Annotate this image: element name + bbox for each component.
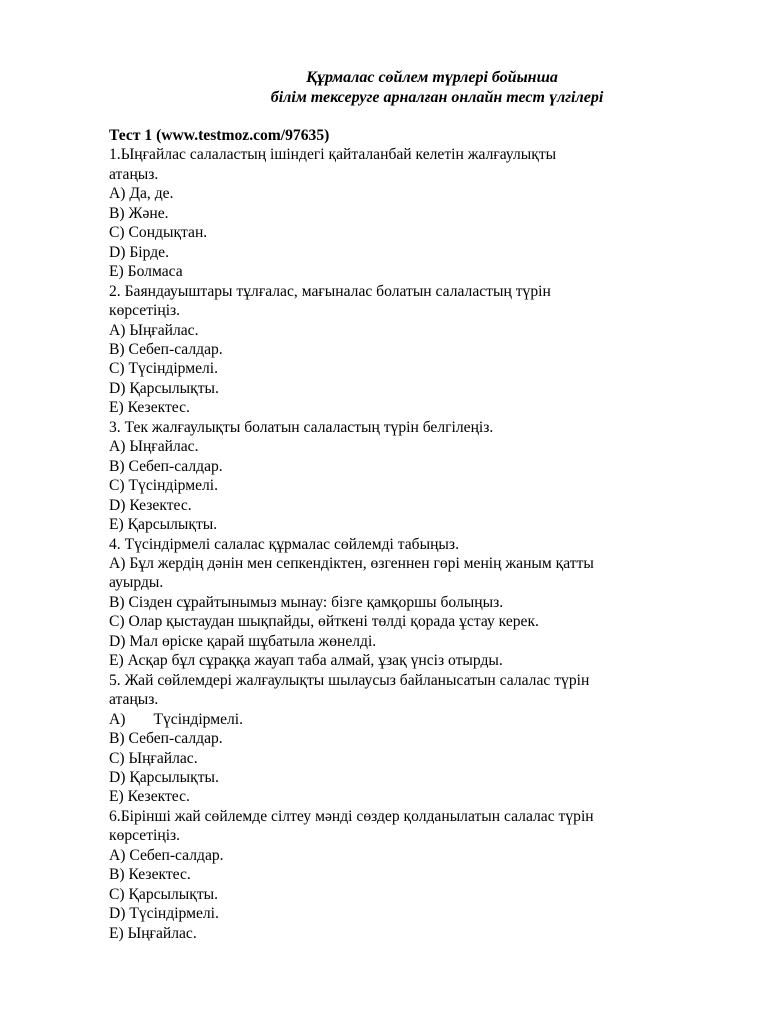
answer-option: E) Асқар бұл сұраққа жауап таба алмай, ұзақ үнсіз отырды.	[109, 652, 503, 670]
question-6	[109, 807, 709, 943]
answer-option: D) Қарсылықты.	[109, 379, 219, 397]
test-heading: Тест 1 (www.testmoz.com/97635)	[109, 127, 330, 144]
answer-option: E) Кезектес.	[109, 788, 190, 806]
answer-option: E) Кезектес.	[109, 399, 190, 417]
answer-option: B) Және.	[109, 204, 169, 222]
question-text: 6.Бірінші жай сөйлемде сілтеу мәнді сөздер қолданылатын салалас түрін	[109, 807, 594, 825]
answer-option: B) Себеп-салдар.	[109, 457, 223, 475]
option-letter: A)	[109, 710, 126, 728]
question-4	[109, 535, 709, 671]
question-text: 2. Баяндауыштары тұлғалас, мағыналас болатын салаластың түрін	[109, 282, 551, 300]
answer-option: A) Ыңғайлас.	[109, 438, 199, 456]
answer-option: B) Себеп-салдар.	[109, 340, 223, 358]
document-title	[0, 68, 768, 108]
question-text: 4. Түсіндірмелі салалас құрмалас сөйлемді табыңыз.	[109, 535, 459, 553]
answer-option: C) Қарсылықты.	[109, 885, 219, 903]
answer-option: D) Бірде.	[109, 243, 169, 261]
answer-option: C) Олар қыстаудан шықпайды, өйткені төлді қорада ұстау керек.	[109, 613, 539, 631]
answer-option: A) Себеп-салдар.	[109, 846, 224, 864]
answer-option: C) Түсіндірмелі.	[109, 477, 219, 495]
title-line-1: Құрмалас сөйлем түрлері бойынша	[306, 69, 558, 86]
answer-option: C) Түсіндірмелі.	[109, 360, 219, 378]
question-text: 1.Ыңғайлас салаластың ішіндегі қайталанбай келетін жалғаулықты	[109, 146, 557, 164]
answer-option: E) Болмаса	[109, 263, 183, 281]
question-5	[109, 671, 709, 807]
question-2	[109, 282, 709, 418]
answer-option: C) Сондықтан.	[109, 224, 208, 242]
answer-option	[109, 710, 709, 729]
question-text: 3. Тек жалғаулықты болатын салаластың түрін белгілеңіз.	[109, 418, 494, 436]
question-1	[109, 145, 709, 281]
answer-option: E) Қарсылықты.	[109, 516, 218, 534]
answer-option: D) Түсіндірмелі.	[109, 905, 219, 923]
answer-option: D) Қарсылықты.	[109, 768, 219, 786]
question-text: атаңыз.	[109, 165, 159, 183]
answer-option: D) Мал өріске қарай шұбатыла жөнелді.	[109, 632, 377, 650]
answer-option: A) Да, де.	[109, 185, 174, 203]
option-text: Түсіндірмелі.	[153, 710, 244, 728]
question-3	[109, 418, 709, 535]
answer-option: C) Ыңғайлас.	[109, 749, 198, 767]
answer-option: E) Ыңғайлас.	[109, 924, 197, 942]
answer-option: B) Себеп-салдар.	[109, 730, 223, 748]
question-text: 5. Жай сөйлемдері жалғаулықты шылаусыз байланысатын салалас түрін	[109, 671, 590, 689]
answer-option: D) Кезектес.	[109, 496, 192, 514]
title-line-2: білім тексеруге арналған онлайн тест үлгілері	[270, 89, 604, 106]
question-text: көрсетіңіз.	[109, 302, 181, 320]
answer-option: A) Ыңғайлас.	[109, 321, 199, 339]
answer-option: B) Сізден сұрайтынымыз мынау: бізге қамқоршы болыңыз.	[109, 593, 504, 611]
test-content	[109, 126, 709, 943]
answer-option: A) Бұл жердің дәнін мен сепкендіктен, өзгеннен гөрі менің жаным қатты	[109, 554, 594, 572]
question-text: көрсетіңіз.	[109, 827, 181, 845]
answer-option: ауырды.	[109, 574, 164, 592]
question-text: атаңыз.	[109, 691, 159, 709]
answer-option: B) Кезектес.	[109, 866, 191, 884]
